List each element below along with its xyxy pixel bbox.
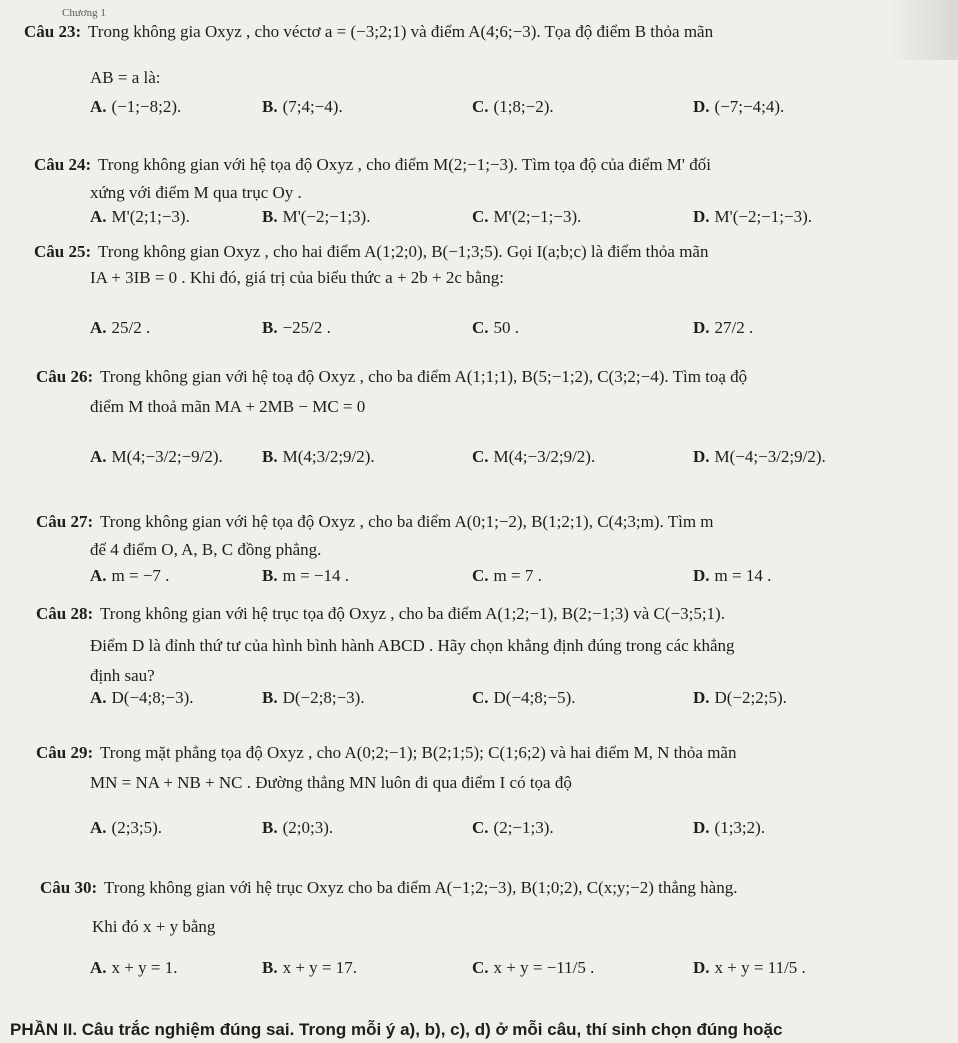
answer-option[interactable] xyxy=(262,566,349,586)
option-letter: D. xyxy=(693,318,710,337)
question-number: Câu 29: xyxy=(36,743,94,762)
chapter-header: Chương 1 xyxy=(62,7,106,19)
option-letter: C. xyxy=(472,97,489,116)
option-letter: D. xyxy=(693,818,710,837)
question-text-line: xứng với điểm M qua trục Oy . xyxy=(90,183,302,202)
option-letter: A. xyxy=(90,97,107,116)
question-text-line: Trong không gian với hệ tọa độ Oxyz , cho điểm M(2;−1;−3). Tìm tọa độ của điểm M' đối xyxy=(98,155,711,174)
option-letter: D. xyxy=(693,958,710,977)
question-number: Câu 30: xyxy=(40,878,98,897)
question-text-line: định sau? xyxy=(90,666,155,685)
answer-option[interactable] xyxy=(90,958,177,978)
option-letter: C. xyxy=(472,818,489,837)
option-value: M'(−2;−1;−3). xyxy=(714,207,812,226)
answer-option[interactable] xyxy=(693,318,753,338)
option-letter: C. xyxy=(472,566,489,585)
option-value: M'(2;1;−3). xyxy=(111,207,190,226)
question-number: Câu 28: xyxy=(36,604,94,623)
option-value: D(−2;8;−3). xyxy=(282,688,365,707)
answer-option[interactable] xyxy=(90,447,223,467)
answer-option[interactable] xyxy=(693,566,771,586)
option-value: D(−4;8;−5). xyxy=(493,688,576,707)
answer-option[interactable] xyxy=(90,566,169,586)
answer-option[interactable] xyxy=(693,97,784,117)
option-letter: A. xyxy=(90,447,107,466)
option-value: x + y = 17. xyxy=(282,958,358,977)
option-letter: C. xyxy=(472,318,489,337)
question-text-line: Trong mặt phẳng tọa độ Oxyz , cho A(0;2;−1); B(2;1;5); C(1;6;2) và hai điểm M, N thỏa mãn xyxy=(100,743,737,762)
option-value: (−1;−8;2). xyxy=(111,97,182,116)
option-letter: B. xyxy=(262,447,278,466)
answer-option[interactable] xyxy=(90,318,150,338)
question-text-line: IA + 3IB = 0 . Khi đó, giá trị của biểu thức a + 2b + 2c bằng: xyxy=(90,268,504,287)
answer-option[interactable] xyxy=(472,566,542,586)
answer-option[interactable] xyxy=(693,818,765,838)
answer-option[interactable] xyxy=(262,318,331,338)
question-text-line: Khi đó x + y bằng xyxy=(92,917,216,936)
question-text-line: Điểm D là đỉnh thứ tư của hình bình hành ABCD . Hãy chọn khẳng định đúng trong các khẳng xyxy=(90,636,735,655)
question-text-line: Trong không gian với hệ toạ độ Oxyz , cho ba điểm A(1;1;1), B(5;−1;2), C(3;2;−4). Tìm toạ độ xyxy=(100,367,748,386)
answer-option[interactable] xyxy=(90,97,181,117)
answer-option[interactable] xyxy=(472,207,581,227)
option-letter: A. xyxy=(90,688,107,707)
answer-option[interactable] xyxy=(693,958,806,978)
option-letter: B. xyxy=(262,566,278,585)
question-text-line: để 4 điểm O, A, B, C đồng phẳng. xyxy=(90,540,322,559)
answer-option[interactable] xyxy=(262,447,375,467)
answer-option[interactable] xyxy=(90,688,194,708)
option-letter: B. xyxy=(262,818,278,837)
answer-option[interactable] xyxy=(262,958,357,978)
answer-option[interactable] xyxy=(262,207,370,227)
answer-option[interactable] xyxy=(262,97,343,117)
answer-option[interactable] xyxy=(693,688,787,708)
option-letter: A. xyxy=(90,958,107,977)
option-letter: D. xyxy=(693,97,710,116)
question-text-line: Trong không gian với hệ tọa độ Oxyz , cho ba điểm A(0;1;−2), B(1;2;1), C(4;3;m). Tìm m xyxy=(100,512,714,531)
option-letter: A. xyxy=(90,566,107,585)
option-letter: A. xyxy=(90,207,107,226)
question-text-line: Trong không gia Oxyz , cho véctơ a = (−3;2;1) và điểm A(4;6;−3). Tọa độ điểm B thỏa mãn xyxy=(88,22,714,41)
option-letter: B. xyxy=(262,207,278,226)
option-letter: B. xyxy=(262,318,278,337)
option-value: −25/2 . xyxy=(282,318,331,337)
option-value: D(−2;2;5). xyxy=(714,688,787,707)
question-number: Câu 24: xyxy=(34,155,92,174)
answer-option[interactable] xyxy=(472,318,519,338)
question-number: Câu 26: xyxy=(36,367,94,386)
question-text-line: AB = a là: xyxy=(90,68,161,87)
option-value: D(−4;8;−3). xyxy=(111,688,194,707)
answer-option[interactable] xyxy=(472,688,576,708)
option-value: m = −7 . xyxy=(111,566,170,585)
option-value: (2;0;3). xyxy=(282,818,334,837)
option-value: (1;8;−2). xyxy=(493,97,554,116)
option-letter: B. xyxy=(262,97,278,116)
answer-option[interactable] xyxy=(472,447,595,467)
option-value: M'(2;−1;−3). xyxy=(493,207,582,226)
answer-option[interactable] xyxy=(472,818,554,838)
option-value: M(4;−3/2;−9/2). xyxy=(111,447,223,466)
option-value: (−7;−4;4). xyxy=(714,97,785,116)
page-shadow xyxy=(888,0,958,60)
option-letter: A. xyxy=(90,318,107,337)
question-number: Câu 25: xyxy=(34,242,92,261)
option-value: x + y = 1. xyxy=(111,958,178,977)
option-letter: C. xyxy=(472,207,489,226)
option-letter: D. xyxy=(693,566,710,585)
option-letter: C. xyxy=(472,447,489,466)
question-text-line: Trong không gian Oxyz , cho hai điểm A(1;2;0), B(−1;3;5). Gọi I(a;b;c) là điểm thỏa mãn xyxy=(98,242,709,261)
question-text-line: MN = NA + NB + NC . Đường thẳng MN luôn đi qua điểm I có tọa độ xyxy=(90,773,572,792)
section-footer: PHẦN II. Câu trắc nghiệm đúng sai. Trong mỗi ý a), b), c), d) ở mỗi câu, thí sinh chọn đúng hoặc xyxy=(10,1020,783,1039)
option-value: x + y = 11/5 . xyxy=(714,958,806,977)
option-letter: B. xyxy=(262,958,278,977)
option-value: 50 . xyxy=(493,318,520,337)
option-value: M(4;−3/2;9/2). xyxy=(493,447,596,466)
option-letter: A. xyxy=(90,818,107,837)
option-value: (1;3;2). xyxy=(714,818,766,837)
option-letter: B. xyxy=(262,688,278,707)
option-value: x + y = −11/5 . xyxy=(493,958,595,977)
option-value: 27/2 . xyxy=(714,318,754,337)
question-number: Câu 27: xyxy=(36,512,94,531)
option-letter: C. xyxy=(472,688,489,707)
option-letter: D. xyxy=(693,447,710,466)
option-value: M(4;3/2;9/2). xyxy=(282,447,375,466)
option-value: (2;3;5). xyxy=(111,818,163,837)
option-value: m = 14 . xyxy=(714,566,772,585)
answer-option[interactable] xyxy=(472,97,554,117)
option-value: m = 7 . xyxy=(493,566,542,585)
question-text-line: Trong không gian với hệ trục Oxyz cho ba điểm A(−1;2;−3), B(1;0;2), C(x;y;−2) thẳng hàng. xyxy=(104,878,738,897)
answer-option[interactable] xyxy=(262,818,333,838)
option-value: m = −14 . xyxy=(282,566,349,585)
option-letter: D. xyxy=(693,688,710,707)
option-value: (7;4;−4). xyxy=(282,97,343,116)
option-value: 25/2 . xyxy=(111,318,151,337)
answer-option[interactable] xyxy=(472,958,594,978)
answer-option[interactable] xyxy=(90,818,162,838)
question-text-line: điểm M thoả mãn MA + 2MB − MC = 0 xyxy=(90,397,366,416)
option-value: M'(−2;−1;3). xyxy=(282,207,371,226)
answer-option[interactable] xyxy=(693,447,826,467)
option-letter: C. xyxy=(472,958,489,977)
option-value: M(−4;−3/2;9/2). xyxy=(714,447,826,466)
answer-option[interactable] xyxy=(693,207,812,227)
answer-option[interactable] xyxy=(262,688,365,708)
question-text-line: Trong không gian với hệ trục tọa độ Oxyz , cho ba điểm A(1;2;−1), B(2;−1;3) và C(−3;5;1). xyxy=(100,604,725,623)
question-number: Câu 23: xyxy=(24,22,82,41)
answer-option[interactable] xyxy=(90,207,190,227)
option-letter: D. xyxy=(693,207,710,226)
option-value: (2;−1;3). xyxy=(493,818,554,837)
